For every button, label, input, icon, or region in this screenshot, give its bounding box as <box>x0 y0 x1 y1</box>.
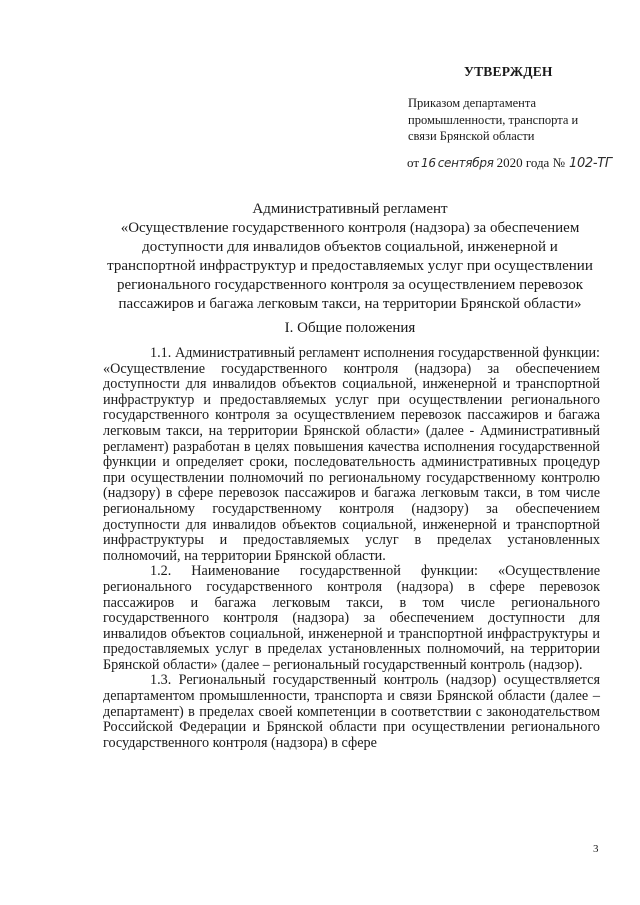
order-line: промышленности, транспорта и <box>408 112 579 127</box>
approval-stamp-heading: УТВЕРЖДЕН <box>464 64 553 79</box>
paragraph-1-1: 1.1. Административный регламент исполнения государственной функции: «Осуществление государственного контроля (надзора) за обеспечением доступности для инвалидов объектов социальной, инженерной и транспортной инфраструктур и предоставляемых услуг при осуществлении регионального государственного контроля за осуществлением перевозок пассажиров и багажа легковым такси, на территории Брянской области» (далее - Административный регламент) разработан в целях повышения качества исполнения государственной функции и определяет сроки, последовательность административных процедур при осуществлении полномочий по региональному государственному контролю (надзору) в сфере перевозок пассажиров и багажа легковым такси, в том числе региональному государственному контроля (надзору) за обеспечением доступности для инвалидов объектов социальной, инженерной и транспортной инфраструктуры и предоставляемых услуг в пределах установленных полномочий, на территории Брянской области. <box>103 345 600 564</box>
date-year: 2020 года № <box>496 155 565 170</box>
handwritten-order-number: 102-ТГ <box>568 156 612 171</box>
order-date-line <box>407 155 612 171</box>
handwritten-month: сентября <box>437 156 494 170</box>
date-prefix: от <box>407 155 420 170</box>
title-line: Административный регламент <box>252 201 448 217</box>
order-line: Приказом департамента <box>408 96 537 110</box>
title-subject: «Осуществление государственного контроля (надзора) за обеспечением доступности для инвалидов объектов социальной, инженерной и транспортной инфраструктур и предоставляемых услуг при осуществлении регионального государственного контроля за осуществлением перевозок пассажиров и багажа легковым такси, на территории Брянской области» <box>107 220 593 312</box>
handwritten-day: 16 <box>421 156 436 170</box>
paragraph-1-2: 1.2. Наименование государственной функции: «Осуществление регионального государственного контроля (надзора) в сфере перевозок пассажиров и багажа легковым такси, в том числе регионального государственного контроля (надзора) за обеспечением доступности для инвалидов объектов социальной, инженерной и транспортной инфраструктуры и предоставляемых услуг в пределах установленных полномочий, на территории Брянской области» (далее – региональный государственный контроль (надзор). <box>103 563 600 673</box>
paragraph-1-3: 1.3. Региональный государственный контроль (надзор) осуществляется департаментом промышленности, транспорта и связи Брянской области (далее – департамент) в пределах своей компетенции в соответствии с законодательством Российской Федерации и Брянской области при осуществлении регионального государственного контроля (надзора) в сфере <box>103 672 600 751</box>
order-line: связи Брянской области <box>408 129 535 143</box>
page-number: 3 <box>593 843 599 855</box>
approval-order-block <box>408 95 618 145</box>
document-body <box>103 346 600 751</box>
document-title <box>100 200 600 314</box>
section-heading: I. Общие положения <box>284 320 416 336</box>
